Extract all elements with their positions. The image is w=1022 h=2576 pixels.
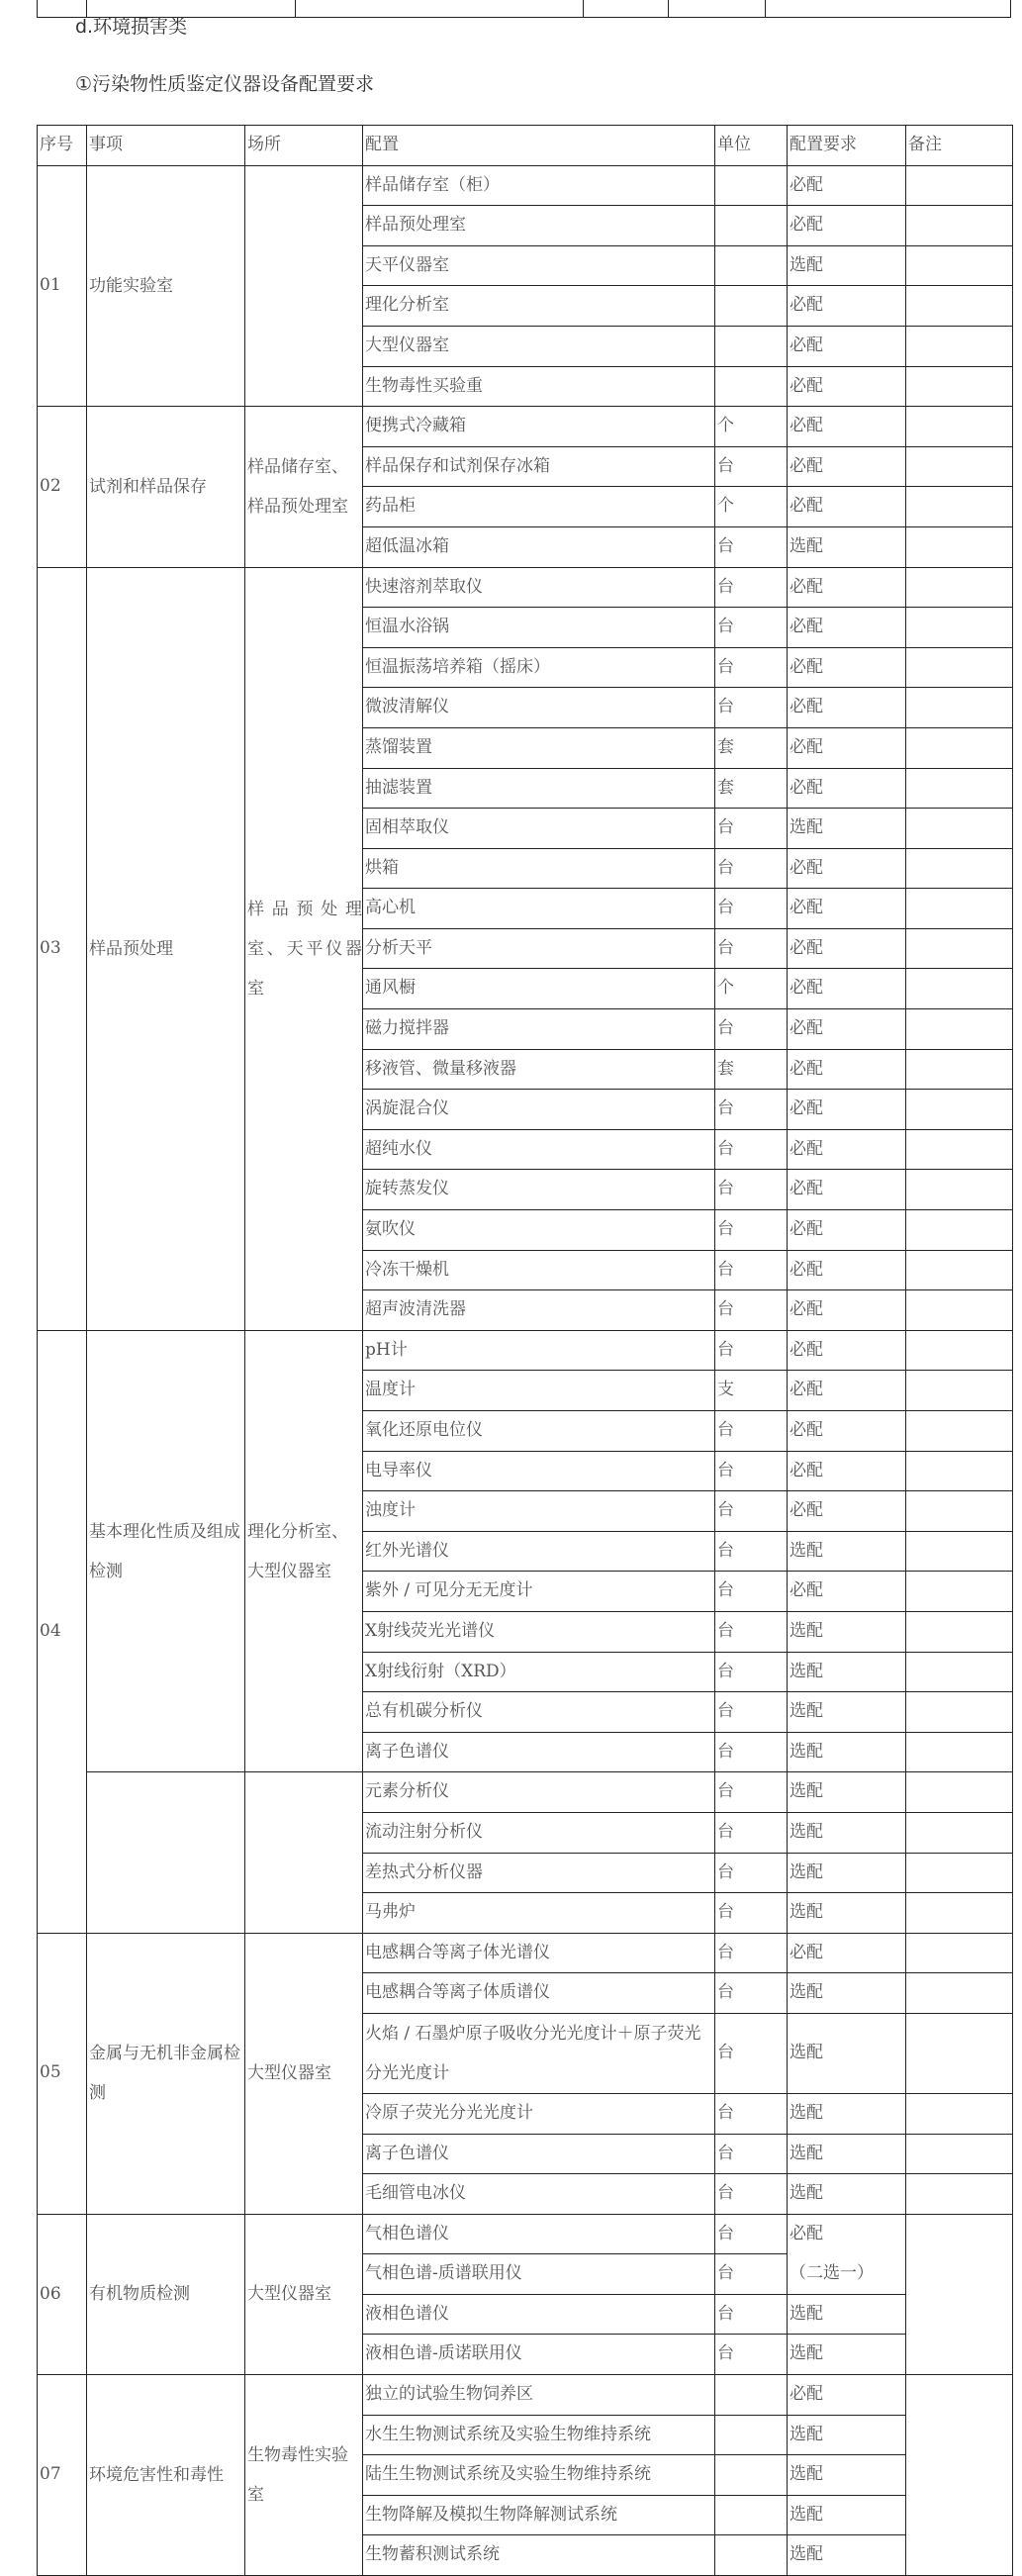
unit-cell: 台 — [715, 2335, 788, 2375]
config-cell: 抽滤装置 — [363, 768, 715, 809]
unit-cell — [715, 206, 788, 246]
config-cell: 气相色谱仪 — [363, 2214, 715, 2254]
unit-cell: 台 — [715, 1812, 788, 1853]
config-cell: 水生生物测试系统及实验生物维持系统 — [363, 2415, 715, 2455]
remark-cell — [906, 1210, 1013, 1251]
config-cell: pH计 — [363, 1330, 715, 1371]
remark-cell — [906, 526, 1013, 567]
unit-cell — [715, 2375, 788, 2416]
unit-cell: 台 — [715, 1853, 788, 1893]
requirement-cell: 选配 — [788, 2455, 906, 2496]
remark-cell — [906, 1652, 1013, 1692]
config-cell: 毛细管电冰仪 — [363, 2174, 715, 2215]
place-cell: 生物毒性实验室 — [245, 2375, 363, 2576]
requirement-cell: 选配 — [788, 2134, 906, 2174]
remark-cell — [906, 2174, 1013, 2215]
place-cell: 样品储存室、样品预处理室 — [245, 407, 363, 567]
header-requirement: 配置要求 — [788, 126, 906, 166]
requirement-cell: 选配 — [788, 2415, 906, 2455]
requirement-cell: 必配 — [788, 1290, 906, 1331]
config-cell: 离子色谱仪 — [363, 1732, 715, 1772]
item-cell: 环境危害性和毒性 — [87, 2375, 245, 2576]
requirement-cell: 必配 — [788, 1210, 906, 1251]
header-seq: 序号 — [38, 126, 87, 166]
unit-cell: 台 — [715, 446, 788, 487]
unit-cell: 台 — [715, 647, 788, 688]
remark-cell — [906, 1411, 1013, 1452]
requirement-cell: 选配 — [788, 1692, 906, 1733]
unit-cell — [715, 2415, 788, 2455]
seq-cell: 02 — [38, 407, 87, 567]
remark-cell — [906, 1090, 1013, 1130]
remark-cell — [906, 768, 1013, 809]
requirement-cell: 必配 — [788, 889, 906, 929]
requirement-cell: 必配 — [788, 1129, 906, 1170]
seq-cell: 03 — [38, 567, 87, 1330]
unit-cell: 台 — [715, 1129, 788, 1170]
config-cell: 元素分析仪 — [363, 1772, 715, 1813]
remark-cell — [906, 1973, 1013, 2014]
unit-cell: 台 — [715, 1330, 788, 1371]
remark-cell — [906, 2093, 1013, 2134]
requirement-cell: 必配 — [788, 1933, 906, 1973]
unit-cell: 台 — [715, 928, 788, 969]
unit-cell: 台 — [715, 1090, 788, 1130]
remark-cell — [906, 2375, 1013, 2576]
unit-cell: 台 — [715, 1290, 788, 1331]
remark-cell — [906, 969, 1013, 1009]
config-cell: 药品柜 — [363, 487, 715, 527]
remark-cell — [906, 928, 1013, 969]
requirement-cell: 选配 — [788, 2294, 906, 2335]
unit-cell: 台 — [715, 2134, 788, 2174]
config-cell: 超纯水仪 — [363, 1129, 715, 1170]
config-cell: 紫外 / 可见分无无度计 — [363, 1572, 715, 1612]
remark-cell — [906, 567, 1013, 608]
remark-cell — [906, 2134, 1013, 2174]
requirement-cell: 必配 — [788, 366, 906, 407]
place-cell: 大型仪器室 — [245, 1933, 363, 2214]
config-cell: 总有机碳分析仪 — [363, 1692, 715, 1733]
remark-cell — [906, 1611, 1013, 1652]
requirement-cell: 必配 — [788, 1049, 906, 1090]
config-cell: 旋转蒸发仪 — [363, 1170, 715, 1210]
config-cell: 移液管、微量移液器 — [363, 1049, 715, 1090]
remark-cell — [906, 1330, 1013, 1371]
place-cell: 大型仪器室 — [245, 2214, 363, 2374]
unit-cell: 台 — [715, 1491, 788, 1532]
config-cell: 超低温冰箱 — [363, 526, 715, 567]
table-row — [38, 165, 1013, 206]
seq-cell: 07 — [38, 2375, 87, 2576]
unit-cell — [715, 326, 788, 366]
config-cell: 浊度计 — [363, 1491, 715, 1532]
config-cell: 液相色谱仪 — [363, 2294, 715, 2335]
remark-cell — [906, 1893, 1013, 1934]
requirement-line2: （二选一） — [790, 2262, 874, 2283]
header-config: 配置 — [363, 126, 715, 166]
config-cell: 便携式冷藏箱 — [363, 407, 715, 447]
unit-cell: 台 — [715, 848, 788, 889]
remark-cell — [906, 2214, 1013, 2374]
unit-cell: 台 — [715, 2093, 788, 2134]
item-cell: 有机物质检测 — [87, 2214, 245, 2374]
unit-cell: 台 — [715, 1250, 788, 1290]
remark-cell — [906, 1491, 1013, 1532]
unit-cell: 台 — [715, 1652, 788, 1692]
config-cell: 陆生生物测试系统及实验生物维持系统 — [363, 2455, 715, 2496]
seq-cell: 05 — [38, 1933, 87, 2214]
config-cell: 固相萃取仪 — [363, 809, 715, 849]
unit-cell: 套 — [715, 768, 788, 809]
remark-cell — [906, 1853, 1013, 1893]
config-cell: 大型仪器室 — [363, 326, 715, 366]
config-cell: 快速溶剂萃取仪 — [363, 567, 715, 608]
requirement-cell: 选配 — [788, 1812, 906, 1853]
requirement-cell: 选配 — [788, 526, 906, 567]
config-cell: X射线衍射（XRD） — [363, 1652, 715, 1692]
config-cell: 微波清解仪 — [363, 688, 715, 728]
header-remark: 备注 — [906, 126, 1013, 166]
item-cell: 基本理化性质及组成检测 — [87, 1330, 245, 1772]
config-cell: 磁力搅拌器 — [363, 1009, 715, 1050]
config-cell: 通风橱 — [363, 969, 715, 1009]
config-cell: 离子色谱仪 — [363, 2134, 715, 2174]
requirement-cell: 选配 — [788, 1531, 906, 1572]
requirement-cell: 选配 — [788, 1652, 906, 1692]
remark-cell — [906, 1772, 1013, 1813]
config-cell: 流动注射分析仪 — [363, 1812, 715, 1853]
config-cell: 氧化还原电位仪 — [363, 1411, 715, 1452]
remark-cell — [906, 487, 1013, 527]
remark-cell — [906, 1371, 1013, 1411]
remark-cell — [906, 1692, 1013, 1733]
config-cell: 恒温水浴锅 — [363, 608, 715, 648]
remark-cell — [906, 407, 1013, 447]
requirement-cell: 必配 — [788, 2375, 906, 2416]
config-cell: 样品保存和试剂保存冰箱 — [363, 446, 715, 487]
requirement-cell: 必配 — [788, 969, 906, 1009]
remark-cell — [906, 1049, 1013, 1090]
unit-cell: 台 — [715, 2174, 788, 2215]
place-cell — [245, 1772, 363, 1933]
unit-cell: 台 — [715, 1572, 788, 1612]
fragment-cell — [296, 0, 584, 17]
remark-cell — [906, 608, 1013, 648]
requirement-cell: 选配 — [788, 2093, 906, 2134]
config-cell: 恒温振荡培养箱（摇床） — [363, 647, 715, 688]
remark-cell — [906, 1933, 1013, 1973]
seq-cell: 01 — [38, 165, 87, 407]
unit-cell: 台 — [715, 688, 788, 728]
requirement-cell: 必配 — [788, 446, 906, 487]
table-row — [38, 1772, 1013, 1813]
unit-cell: 套 — [715, 727, 788, 768]
remark-cell — [906, 1250, 1013, 1290]
config-cell: 生物蓄积测试系统 — [363, 2535, 715, 2576]
unit-cell: 台 — [715, 2294, 788, 2335]
remark-cell — [906, 1812, 1013, 1853]
unit-cell: 台 — [715, 1772, 788, 1813]
remark-cell — [906, 848, 1013, 889]
unit-cell: 台 — [715, 809, 788, 849]
requirement-cell: 选配 — [788, 1853, 906, 1893]
config-cell: 烘箱 — [363, 848, 715, 889]
remark-cell — [906, 688, 1013, 728]
requirement-cell: 必配 — [788, 848, 906, 889]
requirement-cell: 必配 — [788, 688, 906, 728]
config-cell: 电感耦合等离子体质谱仪 — [363, 1973, 715, 2014]
item-cell: 试剂和样品保存 — [87, 407, 245, 567]
requirement-cell: 必配 — [788, 1009, 906, 1050]
fragment-cell — [669, 0, 766, 17]
requirement-cell: 选配 — [788, 1732, 906, 1772]
table-row — [38, 2214, 1013, 2254]
unit-cell: 台 — [715, 1009, 788, 1050]
remark-cell — [906, 647, 1013, 688]
requirement-cell: 选配 — [788, 2335, 906, 2375]
unit-cell: 台 — [715, 1170, 788, 1210]
unit-cell: 台 — [715, 1451, 788, 1491]
unit-cell — [715, 2535, 788, 2576]
unit-cell: 台 — [715, 608, 788, 648]
unit-cell: 台 — [715, 2214, 788, 2254]
remark-cell — [906, 366, 1013, 407]
config-cell: 差热式分析仪器 — [363, 1853, 715, 1893]
config-cell: 蒸馏装置 — [363, 727, 715, 768]
equipment-requirements-table — [37, 125, 1013, 2576]
unit-cell: 个 — [715, 487, 788, 527]
unit-cell: 台 — [715, 1611, 788, 1652]
unit-cell: 台 — [715, 1411, 788, 1452]
requirement-cell: 选配 — [788, 1973, 906, 2014]
unit-cell: 台 — [715, 889, 788, 929]
requirement-cell: 必配 — [788, 1170, 906, 1210]
unit-cell: 台 — [715, 526, 788, 567]
requirement-cell: 选配 — [788, 809, 906, 849]
config-cell: 火焰 / 石墨炉原子吸收分光光度计＋原子荧光分光光度计 — [363, 2013, 715, 2093]
requirement-cell: 必配 — [788, 1250, 906, 1290]
remark-cell — [906, 809, 1013, 849]
config-cell: 天平仪器室 — [363, 245, 715, 286]
remark-cell — [906, 727, 1013, 768]
table-row — [38, 1933, 1013, 1973]
config-cell: 氨吹仪 — [363, 1210, 715, 1251]
remark-cell — [906, 1732, 1013, 1772]
config-cell: 电导率仪 — [363, 1451, 715, 1491]
seq-cell: 06 — [38, 2214, 87, 2374]
place-cell — [245, 165, 363, 407]
remark-cell — [906, 245, 1013, 286]
requirement-cell: 选配 — [788, 245, 906, 286]
requirement-cell: 必配 — [788, 768, 906, 809]
item-cell — [87, 1772, 245, 1933]
remark-cell — [906, 1572, 1013, 1612]
requirement-cell: 必配 — [788, 407, 906, 447]
remark-cell — [906, 326, 1013, 366]
fragment-cell — [766, 0, 1010, 17]
remark-cell — [906, 286, 1013, 327]
config-cell: 冷冻干燥机 — [363, 1250, 715, 1290]
unit-cell — [715, 245, 788, 286]
config-cell: 分析天平 — [363, 928, 715, 969]
requirement-cell: 选配 — [788, 1772, 906, 1813]
requirement-cell: 必配 — [788, 1330, 906, 1371]
requirement-cell: 必配 — [788, 608, 906, 648]
header-unit: 单位 — [715, 126, 788, 166]
remark-cell — [906, 206, 1013, 246]
unit-cell: 个 — [715, 407, 788, 447]
config-cell: 液相色谱-质诺联用仪 — [363, 2335, 715, 2375]
config-cell: X射线荧光光谱仪 — [363, 1611, 715, 1652]
config-cell: 电感耦合等离子体光谱仪 — [363, 1933, 715, 1973]
config-cell: 涡旋混合仪 — [363, 1090, 715, 1130]
unit-cell: 台 — [715, 2013, 788, 2093]
remark-cell — [906, 1531, 1013, 1572]
fragment-cell — [584, 0, 669, 17]
remark-cell — [906, 889, 1013, 929]
unit-cell — [715, 286, 788, 327]
table-body — [38, 165, 1013, 2575]
config-cell: 生物毒性买验重 — [363, 366, 715, 407]
config-cell: 生物降解及模拟生物降解测试系统 — [363, 2495, 715, 2535]
requirement-cell: 必配 — [788, 165, 906, 206]
unit-cell — [715, 165, 788, 206]
place-cell: 理化分析室、大型仪器室 — [245, 1330, 363, 1772]
remark-cell — [906, 446, 1013, 487]
requirement-cell: 必配 — [788, 1371, 906, 1411]
header-item: 事项 — [87, 126, 245, 166]
item-cell: 金属与无机非金属检测 — [87, 1933, 245, 2214]
table-row — [38, 567, 1013, 608]
remark-cell — [906, 1451, 1013, 1491]
requirement-cell: 必配 — [788, 727, 906, 768]
remark-cell — [906, 1009, 1013, 1050]
unit-cell: 套 — [715, 1049, 788, 1090]
requirement-cell-merged — [788, 2214, 906, 2294]
requirement-cell: 必配 — [788, 1090, 906, 1130]
header-place: 场所 — [245, 126, 363, 166]
header-row — [38, 126, 1013, 166]
requirement-cell: 必配 — [788, 487, 906, 527]
requirement-cell: 必配 — [788, 567, 906, 608]
requirement-cell: 必配 — [788, 1491, 906, 1532]
unit-cell: 支 — [715, 1371, 788, 1411]
unit-cell: 台 — [715, 1973, 788, 2014]
unit-cell — [715, 2455, 788, 2496]
requirement-cell: 必配 — [788, 928, 906, 969]
config-cell: 超声波清洗器 — [363, 1290, 715, 1331]
item-cell: 功能实验室 — [87, 165, 245, 407]
config-cell: 马弗炉 — [363, 1893, 715, 1934]
config-cell: 高心机 — [363, 889, 715, 929]
table-title: ①污染物性质鉴定仪器设备配置要求 — [75, 73, 375, 95]
config-cell: 理化分析室 — [363, 286, 715, 327]
table-row — [38, 1330, 1013, 1371]
unit-cell: 台 — [715, 1531, 788, 1572]
requirement-cell: 选配 — [788, 2013, 906, 2093]
requirement-cell: 选配 — [788, 2495, 906, 2535]
config-cell: 温度计 — [363, 1371, 715, 1411]
remark-cell — [906, 165, 1013, 206]
requirement-cell: 选配 — [788, 2535, 906, 2576]
requirement-cell: 必配 — [788, 286, 906, 327]
requirement-cell: 必配 — [788, 1451, 906, 1491]
unit-cell: 台 — [715, 1732, 788, 1772]
table-row — [38, 2375, 1013, 2416]
table-row — [38, 407, 1013, 447]
requirement-cell: 必配 — [788, 1411, 906, 1452]
requirement-cell: 必配 — [788, 1572, 906, 1612]
remark-cell — [906, 1170, 1013, 1210]
remark-cell — [906, 2013, 1013, 2093]
requirement-cell: 选配 — [788, 1611, 906, 1652]
config-cell: 红外光谱仪 — [363, 1531, 715, 1572]
unit-cell: 个 — [715, 969, 788, 1009]
unit-cell: 台 — [715, 1692, 788, 1733]
requirement-cell: 必配 — [788, 206, 906, 246]
config-cell: 样品储存室（柜） — [363, 165, 715, 206]
place-cell: 样品预处理室、天平仪器室 — [245, 567, 363, 1330]
unit-cell: 台 — [715, 567, 788, 608]
config-cell: 气相色谱-质谱联用仪 — [363, 2254, 715, 2295]
config-cell: 独立的试验生物饲养区 — [363, 2375, 715, 2416]
category-heading: d.环境损害类 — [75, 16, 188, 38]
remark-cell — [906, 1129, 1013, 1170]
unit-cell: 台 — [715, 1210, 788, 1251]
config-cell: 冷原子荧光分光光度计 — [363, 2093, 715, 2134]
requirement-cell: 必配 — [788, 326, 906, 366]
config-cell: 样品预处理室 — [363, 206, 715, 246]
requirement-line1: 必配 — [790, 2224, 823, 2244]
remark-cell — [906, 1290, 1013, 1331]
item-cell: 样品预处理 — [87, 567, 245, 1330]
unit-cell: 台 — [715, 1893, 788, 1934]
unit-cell: 台 — [715, 2254, 788, 2295]
unit-cell — [715, 366, 788, 407]
requirement-cell: 必配 — [788, 647, 906, 688]
requirement-cell: 选配 — [788, 1893, 906, 1934]
seq-cell: 04 — [38, 1330, 87, 1933]
requirement-cell: 选配 — [788, 2174, 906, 2215]
unit-cell: 台 — [715, 1933, 788, 1973]
unit-cell — [715, 2495, 788, 2535]
